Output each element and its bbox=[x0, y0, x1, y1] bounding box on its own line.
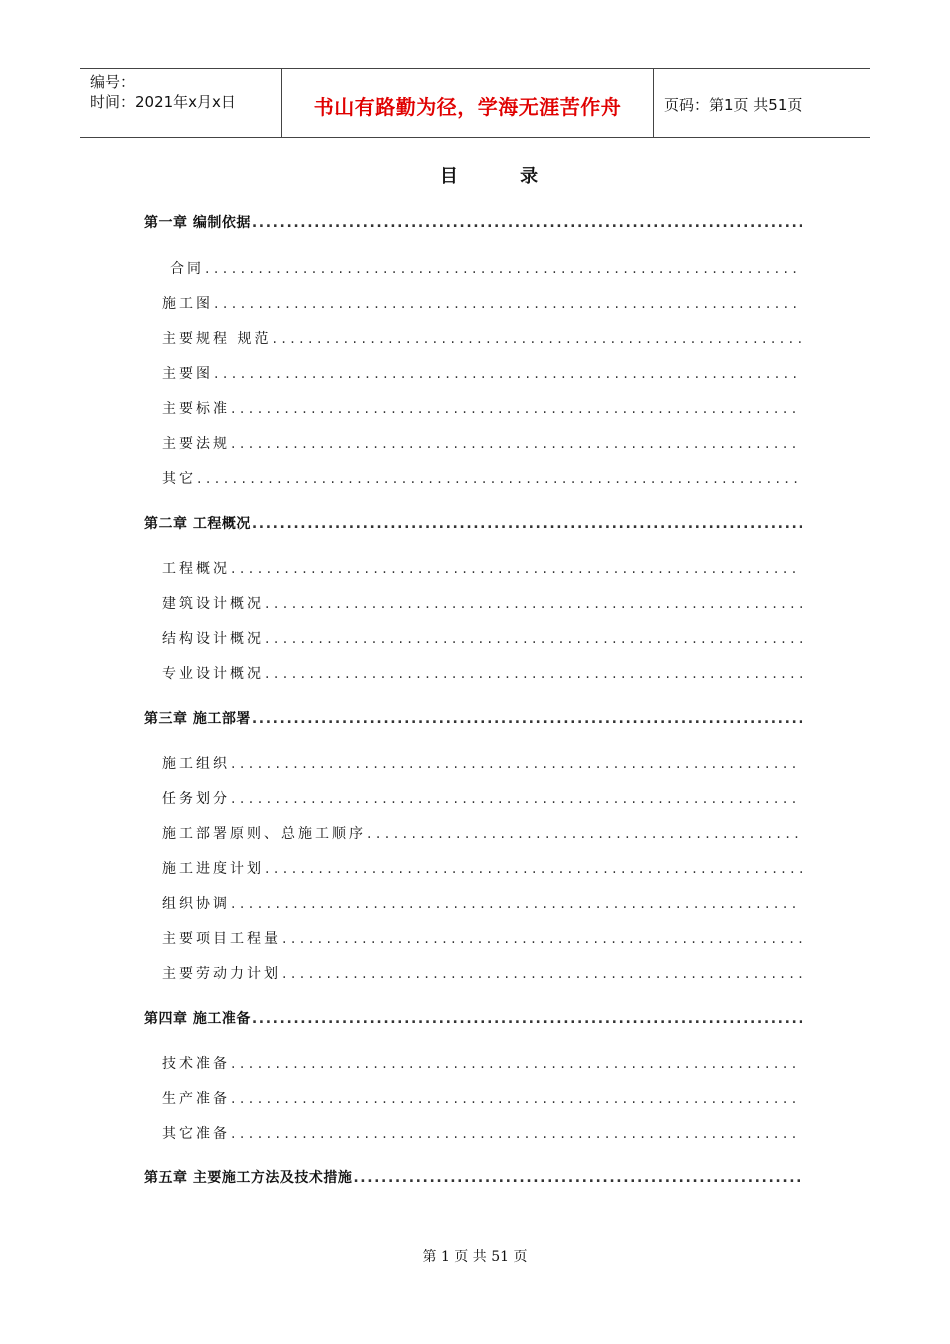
toc-entry-label: 合同 bbox=[170, 261, 204, 277]
toc-entry-label: 主要规程 规范 bbox=[162, 331, 272, 347]
dot-leader bbox=[214, 366, 802, 382]
toc-entry-label: 任务划分 bbox=[162, 791, 230, 807]
toc-title: 目 录 bbox=[439, 166, 567, 187]
motto-text: 书山有路勤为径，学海无涯苦作舟 bbox=[313, 95, 622, 119]
toc-chapter-label: 第五章 主要施工方法及技术措施 bbox=[144, 1170, 353, 1186]
toc-chapter-label: 第四章 施工准备 bbox=[144, 1011, 251, 1027]
toc-entry-label: 施工图 bbox=[162, 296, 213, 312]
toc-entry-label: 专业设计概况 bbox=[162, 666, 264, 682]
dot-leader bbox=[353, 1170, 802, 1186]
toc-entry-label: 工程概况 bbox=[162, 561, 230, 577]
page-footer: 第 1 页 共 51 页 bbox=[422, 1249, 528, 1265]
header-info-cell bbox=[80, 69, 282, 137]
dot-leader bbox=[265, 631, 802, 647]
toc-chapter-4[interactable] bbox=[144, 1008, 802, 1030]
toc-entry[interactable] bbox=[162, 398, 802, 420]
dot-leader bbox=[252, 1011, 802, 1027]
dot-leader bbox=[197, 471, 802, 487]
toc-chapter-2[interactable] bbox=[144, 513, 802, 535]
toc-entry[interactable] bbox=[162, 753, 802, 775]
toc-entry[interactable] bbox=[162, 1053, 802, 1075]
dot-leader bbox=[252, 711, 802, 727]
toc-entry-label: 施工组织 bbox=[162, 756, 230, 772]
toc-entry[interactable] bbox=[170, 258, 802, 280]
dot-leader bbox=[265, 596, 802, 612]
toc-entry[interactable] bbox=[162, 328, 802, 350]
header-page-cell bbox=[654, 69, 870, 137]
toc-entry[interactable] bbox=[162, 1088, 802, 1110]
toc-entry[interactable] bbox=[162, 293, 802, 315]
toc-entry[interactable] bbox=[162, 1123, 802, 1145]
toc-entry-label: 主要项目工程量 bbox=[162, 931, 281, 947]
dot-leader bbox=[252, 215, 802, 231]
dot-leader bbox=[231, 561, 802, 577]
dot-leader bbox=[367, 826, 802, 842]
dot-leader bbox=[231, 436, 802, 452]
dot-leader bbox=[214, 296, 802, 312]
toc-entry[interactable] bbox=[162, 433, 802, 455]
dot-leader bbox=[265, 666, 802, 682]
toc-entry[interactable] bbox=[162, 963, 802, 985]
toc-entry-label: 技术准备 bbox=[162, 1056, 230, 1072]
toc-entry[interactable] bbox=[162, 928, 802, 950]
toc-entry-label: 主要图 bbox=[162, 366, 213, 382]
toc-entry[interactable] bbox=[162, 628, 802, 650]
toc-entry[interactable] bbox=[162, 858, 802, 880]
dot-leader bbox=[231, 756, 802, 772]
toc-chapter-3[interactable] bbox=[144, 708, 802, 730]
toc-entry-label: 施工部署原则、总施工顺序 bbox=[162, 826, 366, 842]
toc-entry[interactable] bbox=[162, 558, 802, 580]
dot-leader bbox=[205, 261, 802, 277]
toc-entry-label: 生产准备 bbox=[162, 1091, 230, 1107]
dot-leader bbox=[231, 1056, 802, 1072]
dot-leader bbox=[231, 401, 802, 417]
toc-entry[interactable] bbox=[162, 788, 802, 810]
toc-chapter-1[interactable] bbox=[144, 212, 802, 234]
toc-entry-label: 主要劳动力计划 bbox=[162, 966, 281, 982]
toc-entry-label: 其它准备 bbox=[162, 1126, 230, 1142]
dot-leader bbox=[231, 896, 802, 912]
header-motto-cell bbox=[282, 69, 654, 137]
serial-number-label: 编号： bbox=[90, 73, 136, 91]
toc-entry[interactable] bbox=[162, 593, 802, 615]
toc-entry[interactable] bbox=[162, 363, 802, 385]
toc-entry[interactable] bbox=[162, 663, 802, 685]
toc-chapter-label: 第三章 施工部署 bbox=[144, 711, 251, 727]
toc-entry-label: 结构设计概况 bbox=[162, 631, 264, 647]
dot-leader bbox=[282, 966, 802, 982]
document-header bbox=[80, 68, 870, 138]
toc-entry-label: 主要标准 bbox=[162, 401, 230, 417]
toc-chapter-5[interactable] bbox=[144, 1167, 802, 1189]
toc-entry-label: 建筑设计概况 bbox=[162, 596, 264, 612]
toc-entry[interactable] bbox=[162, 468, 802, 490]
toc-entry-label: 主要法规 bbox=[162, 436, 230, 452]
page-code-label: 页码：第1页 共51页 bbox=[664, 96, 803, 114]
dot-leader bbox=[265, 861, 802, 877]
toc-entry[interactable] bbox=[162, 823, 802, 845]
date-label: 时间：2021年x月x日 bbox=[90, 93, 236, 111]
dot-leader bbox=[231, 791, 802, 807]
toc-entry[interactable] bbox=[162, 893, 802, 915]
dot-leader bbox=[231, 1126, 802, 1142]
dot-leader bbox=[282, 931, 802, 947]
toc-chapter-label: 第二章 工程概况 bbox=[144, 516, 251, 532]
dot-leader bbox=[252, 516, 802, 532]
dot-leader bbox=[272, 331, 802, 347]
toc-entry-label: 组织协调 bbox=[162, 896, 230, 912]
toc-entry-label: 施工进度计划 bbox=[162, 861, 264, 877]
dot-leader bbox=[231, 1091, 802, 1107]
toc-chapter-label: 第一章 编制依据 bbox=[144, 215, 251, 231]
toc-entry-label: 其它 bbox=[162, 471, 196, 487]
